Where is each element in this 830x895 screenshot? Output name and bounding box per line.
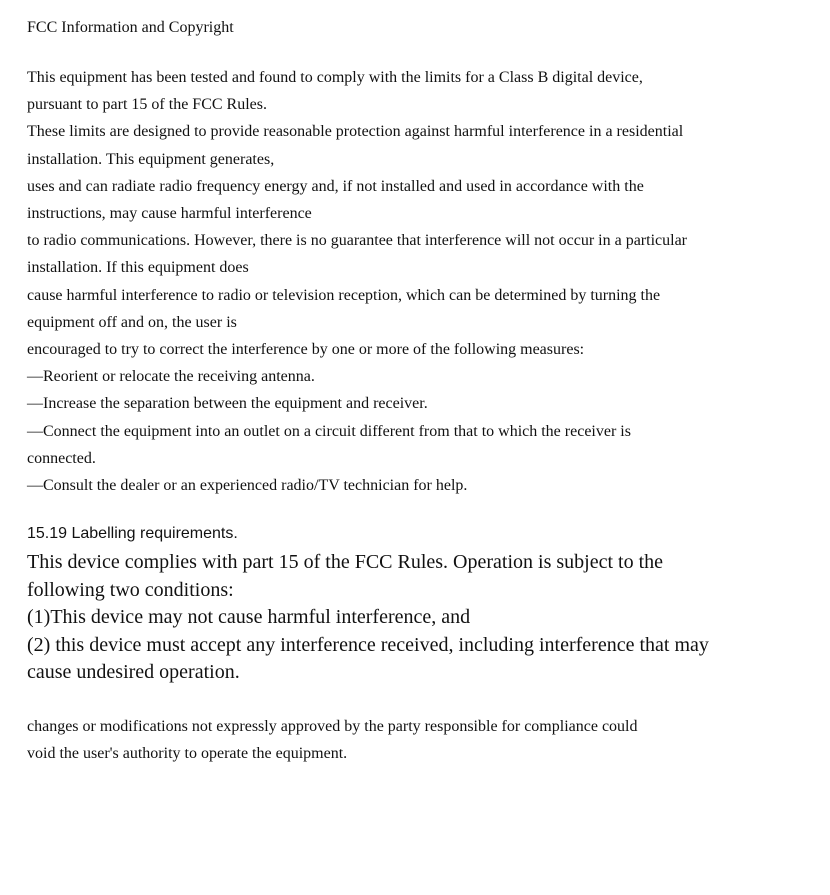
fcc-line: to radio communications. However, there is no guarantee that interference will not occur in a particular: [27, 232, 687, 250]
fcc-line: cause harmful interference to radio or television reception, which can be determined by turning the: [27, 286, 661, 304]
fcc-line: installation. If this equipment does: [27, 259, 249, 277]
fcc-line: pursuant to part 15 of the FCC Rules.: [27, 96, 267, 114]
changes-line: changes or modifications not expressly approved by the party responsible for compliance could: [27, 717, 638, 735]
labelling-conditions: [27, 549, 807, 687]
document-title: FCC Information and Copyright: [27, 19, 234, 36]
labelling-heading: 15.19 Labelling requirements.: [27, 525, 238, 543]
fcc-line: uses and can radiate radio frequency energy and, if not installed and used in accordance with the: [27, 177, 644, 195]
condition-line: cause undesired operation.: [27, 661, 240, 684]
measure-item: —Connect the equipment into an outlet on a circuit different from that to which the receiver is: [27, 422, 631, 440]
fcc-line: This equipment has been tested and found to comply with the limits for a Class B digital device,: [27, 69, 643, 86]
fcc-line: equipment off and on, the user is: [27, 313, 237, 331]
measure-item: —Reorient or relocate the receiving antenna.: [27, 368, 315, 386]
changes-warning: [27, 713, 807, 768]
measure-item: —Consult the dealer or an experienced radio/TV technician for help.: [27, 477, 468, 495]
fcc-line: instructions, may cause harmful interference: [27, 205, 312, 223]
document-page: [27, 16, 807, 768]
measure-item: connected.: [27, 449, 96, 467]
changes-line: void the user's authority to operate the equipment.: [27, 745, 348, 763]
fcc-line: These limits are designed to provide reasonable protection against harmful interference in a residential: [27, 123, 684, 141]
fcc-line: installation. This equipment generates,: [27, 150, 275, 168]
condition-line: (1)This device may not cause harmful interference, and: [27, 606, 471, 629]
fcc-line: encouraged to try to correct the interference by one or more of the following measures:: [27, 341, 585, 359]
measure-item: —Increase the separation between the equipment and receiver.: [27, 395, 428, 413]
condition-line: (2) this device must accept any interference received, including interference that may: [27, 633, 709, 656]
condition-line: This device complies with part 15 of the FCC Rules. Operation is subject to the: [27, 551, 664, 574]
fcc-statement: [27, 64, 807, 499]
condition-line: following two conditions:: [27, 578, 234, 601]
